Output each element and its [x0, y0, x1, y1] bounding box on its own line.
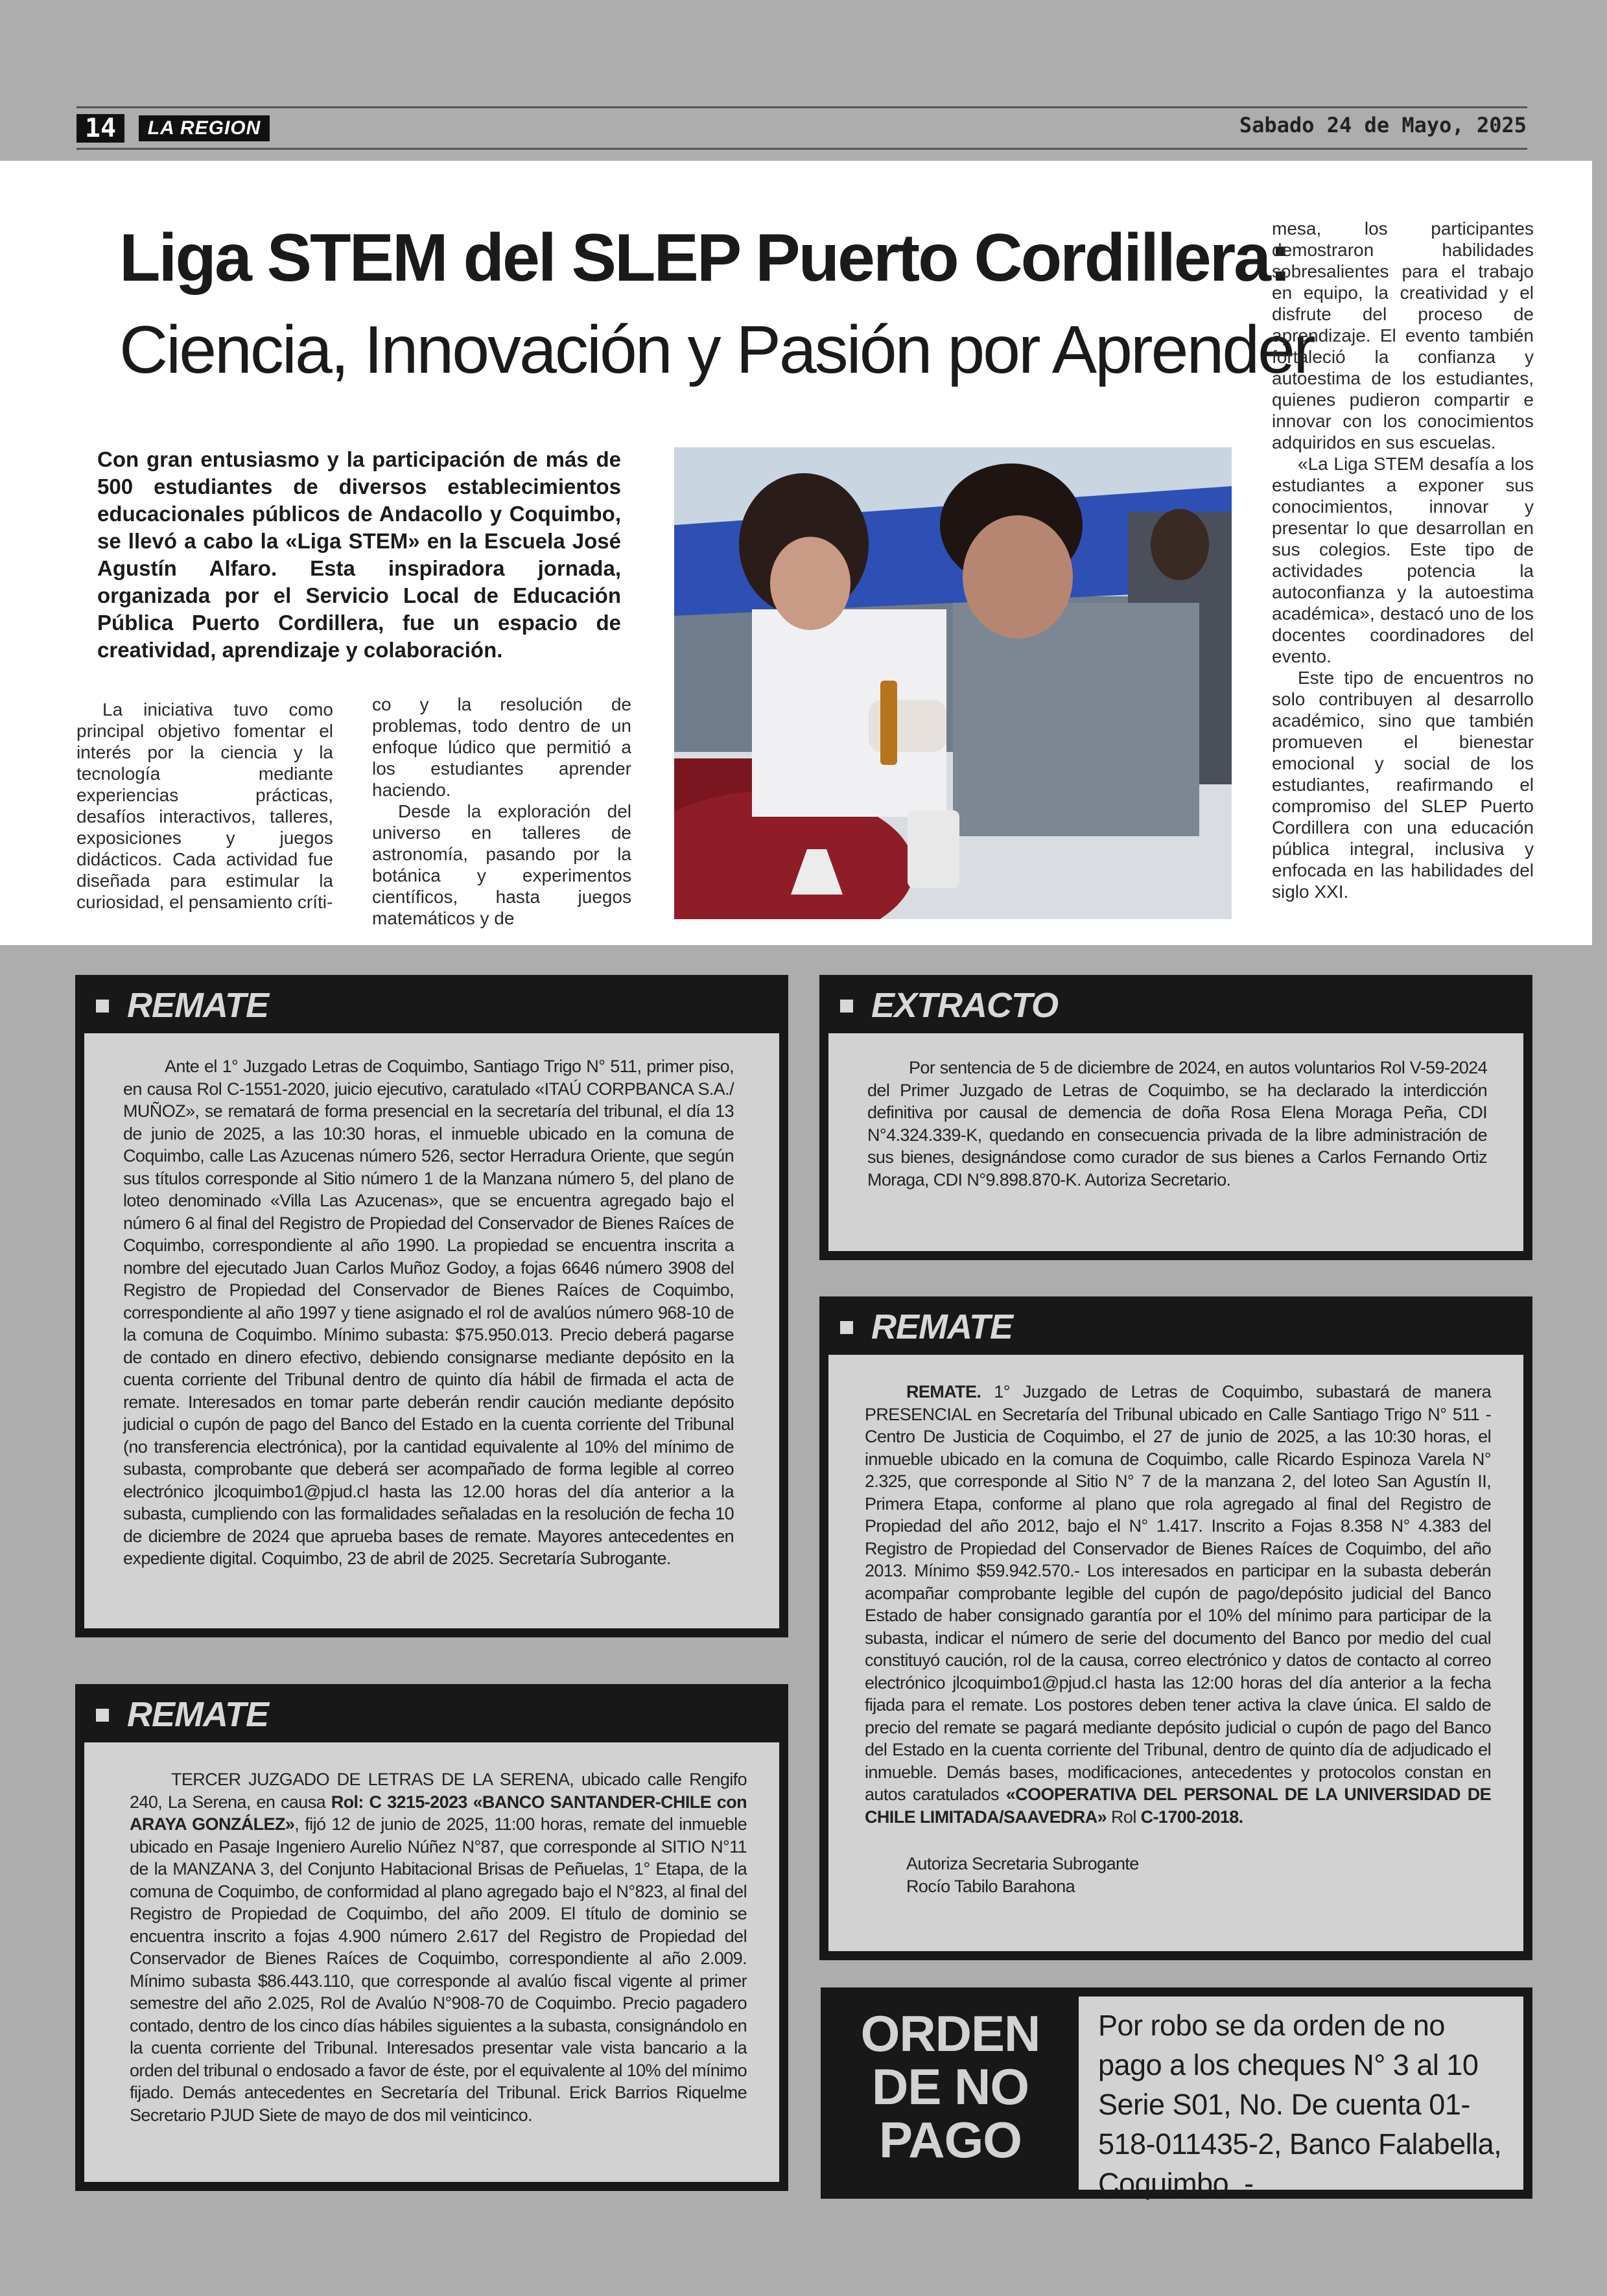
article-paragraph: «La Liga STEM desafía a los estudiantes a exponer sus conocimientos, innovar y presentar lo que desarrollan en sus colegios. Este tipo de actividades potencia la autoconfianza y la autoestima académica», destacó uno de los docentes coordinadores del evento.: [1272, 454, 1534, 666]
notice-text: Por sentencia de 5 de diciembre de 2024, en autos voluntarios Rol V-59-2024 del Primer Juzgado de Letras de Coquimbo, se ha declarado la interdicción definitiva por causal de demencia de doña Rosa Elena Moraga Peña, CDI N°4.324.339-K, quedando en consecuencia privada de la libre administración de sus bienes, designándose como curador de sus bienes a Carlos Fernando Ortiz Moraga, CDI N°9.898.870-K. Autoriza Secretario.: [867, 1058, 1487, 1189]
remate-notice-2: [75, 1684, 788, 2191]
newspaper-name: LA REGION: [139, 115, 270, 141]
article-paragraph: Desde la exploración del universo en talleres de astronomía, pasando por la botánica y experimentos científicos, hasta juegos matemáticos y de: [372, 801, 631, 928]
article-subtitle: Ciencia, Innovación y Pasión por Aprender: [119, 312, 1314, 388]
bullet-square-icon: [96, 1709, 109, 1722]
header-top-rule: [76, 106, 1527, 108]
article-paragraph: La iniciativa tuvo como principal objetivo fomentar el interés por la ciencia y la tecnología mediante experiencias prácticas, desafíos interactivos, talleres, exposiciones y juegos didácticos. Cada actividad fue diseñada para estimular la curiosidad, el pensamiento críti-: [76, 699, 333, 912]
publication-date: Sabado 24 de Mayo, 2025: [1239, 113, 1527, 137]
article-column-3: [1272, 218, 1534, 902]
notice-heading: REMATE: [75, 975, 788, 1033]
notice-heading: EXTRACTO: [819, 975, 1532, 1033]
notice-body: [84, 1742, 779, 2182]
article-paragraph: Este tipo de encuentros no solo contribuyen al desarrollo académico, sino que también promueven el bienestar emocional y social de los estudiantes, reafirmando el compromiso del SLEP Puerto Cordillera con una educación pública integral, inclusiva y enfocada en las habilidades del siglo XXI.: [1272, 668, 1534, 902]
orden-body: [1079, 1997, 1523, 2200]
remate-notice-3: [819, 1296, 1532, 1960]
notice-signature: Autoriza Secretaria Subrogante Rocío Tabilo Barahona: [906, 1854, 1139, 1896]
extracto-notice: [819, 975, 1532, 1260]
header-bottom-rule: [76, 148, 1527, 150]
article-paragraph: co y la resolución de problemas, todo dentro de un enfoque lúdico que permitió a los estudiantes aprender haciendo.: [372, 694, 631, 800]
notice-heading: REMATE: [819, 1296, 1532, 1355]
article-column-1: [76, 699, 333, 913]
notice-text: REMATE. 1° Juzgado de Letras de Coquimbo, subastará de manera PRESENCIAL en Secretaría del Tribunal ubicado en Calle Santiago Trigo N° 511 - Centro De Justicia de Coquimbo, el 27 de junio de 2025, a las 10:30 horas, el inmueble ubicado en la comuna de Coquimbo, calle Ricardo Espinoza Varela N° 2.325, que corresponde al Sitio N° 7 de la manzana 2, del loteo San Agustín II, Primera Etapa, conforme al plano que rola agregado al final del Registro de Propiedad del año 2012, bajo el N° 1.417. Inscrito a Fojas 8.358 N° 4.383 del Registro de Propiedad del Conservador de Bienes Raíces de Coquimbo, del año 2013. Mínimo $59.942.570.- Los interesados en participar en la subasta deberán acompañar comprobante legible del cupón de pago/depósito judicial del Banco Estado de haber consignado garantía por el 10% del mínimo para participar de la subasta, indicar el número de serie del documento del Banco por medio del cual constituyó caución, rol de la causa, correo electrónico y datos de contacto al correo electrónico jlcoquimbo1@pjud.cl hasta las 12:00 horas del día anterior a la fecha fijada para el remate. Los postores deben tener activa la clave única. El saldo de precio del remate se pagará mediante depósito judicial o cupón de pago del Banco del Estado en la cuenta corriente del Tribunal, dentro de quinto día de adjudicado el inmueble. Demás bases, modificaciones, antecedentes y protocolos constan en autos caratulados «COOPERATIVA DEL PERSONAL DE LA UNIVERSIDAD DE CHILE LIMITADA/SAAVEDRA» Rol C-1700-2018.: [865, 1382, 1492, 1827]
orden-no-pago-notice: [821, 1987, 1532, 2199]
notice-body: [828, 1355, 1523, 1951]
remate-notice-1: [75, 975, 788, 1637]
notice-text: TERCER JUZGADO DE LETRAS DE LA SERENA, ubicado calle Rengifo 240, La Serena, en causa Rol: C 3215-2023 «BANCO SANTANDER-CHILE con ARAYA GONZÁLEZ», fijó 12 de junio de 2025, 11:00 horas, remate del inmueble ubicado en Pasaje Ingeniero Aurelio Núñez N°87, que corresponde al SITIO N°11 de la MANZANA 3, del Conjunto Habitacional Brisas de Peñuelas, 1° Etapa, de la comuna de Coquimbo, de conformidad al plano agregado bajo el N°823, al final del Registro de Propiedad de Coquimbo, del año 2009. El título de dominio se encuentra inscrito a fojas 4.900 número 2.617 del Registro de Propiedad del Conservador de Bienes Raíces de Coquimbo, correspondiente al año 2.009. Mínimo subasta $86.443.110, que corresponde al avalúo fiscal vigente al primer semestre del año 2.025, Rol de Avalúo N°908-70 de Coquimbo. Precio pagadero contado, dentro de los cinco días hábiles siguientes a la subasta, consignándolo en la cuenta corriente del Tribunal. Interesados presentar vale vista bancario a la orden del tribunal o endosado a favor de éste, por el equivalente al 10% del mínimo fijado. Demás antecedentes en Secretaría del Tribunal. Erick Barrios Riquelme Secretario PJUD Siete de mayo de dos mil veinticinco.: [130, 1770, 747, 2125]
page-number: 14: [76, 114, 124, 143]
article-title: Liga STEM del SLEP Puerto Cordillera:: [119, 220, 1290, 296]
article-column-2: [372, 694, 631, 929]
bullet-square-icon: [96, 1000, 109, 1013]
orden-heading: ORDEN DE NO PAGO: [860, 2005, 1040, 2168]
bullet-square-icon: [840, 1321, 853, 1334]
notice-body: [828, 1033, 1523, 1251]
notice-heading: REMATE: [75, 1684, 788, 1742]
students-lab-photo: [674, 447, 1232, 919]
article-paragraph: mesa, los participantes demostraron habilidades sobresalientes para el trabajo en equipo, la creatividad y el disfrute del proceso de aprendizaje. El evento también fortaleció la confianza y autoestima de los estudiantes, quienes pudieron compartir e innovar con los conocimientos adquiridos en sus escuelas.: [1272, 218, 1534, 452]
orden-text: Por robo se da orden de no pago a los cheques N° 3 al 10 Serie S01, No. De cuenta 01-518-011435-2, Banco Falabella, Coquimbo. -: [1098, 2009, 1502, 2200]
article-lede: Con gran entusiasmo y la participación de más de 500 estudiantes de diversos establecimientos educacionales públicos de Andacollo y Coquimbo, se llevó a cabo la «Liga STEM» en la Escuela José Agustín Alfaro. Esta inspiradora jornada, organizada por el Servicio Local de Educación Pública Puerto Cordillera, fue un espacio de creatividad, aprendizaje y colaboración.: [97, 447, 621, 662]
article-photo: [674, 447, 1232, 919]
notice-text: Ante el 1° Juzgado Letras de Coquimbo, Santiago Trigo N° 511, primer piso, en causa Rol C-1551-2020, juicio ejecutivo, caratulado «ITAÚ CORPBANCA S.A./ MUÑOZ», se rematará de forma presencial en la secretaría del tribunal, el día 13 de junio de 2025, a las 10:30 horas, el inmueble ubicado en la comuna de Coquimbo, calle Las Azucenas número 526, sector Herradura Oriente, que según sus títulos corresponde al Sitio número 1 de la Manzana número 5, del plano de loteo denominado «Villa Las Azucenas», que se encuentra agregado bajo el número 6 al final del Registro de Propiedad del Conservador de Bienes Raíces de Coquimbo, correspondiente al año 1990. La propiedad se encuentra inscrita a nombre del ejecutado Juan Carlos Muñoz Godoy, a fojas 6646 número 3908 del Registro de Propiedad del Conservador de Bienes Raíces de Coquimbo, correspondiente al año 1997 y tiene asignado el rol de avalúos número 968-10 de la comuna de Coquimbo. Mínimo subasta: $75.950.013. Precio deberá pagarse de contado en dinero efectivo, debiendo consignarse mediante depósito en la cuenta corriente del Tribunal dentro de quinto día hábil de firmada el acta de remate. Interesados en tomar parte deberán rendir caución mediante depósito judicial o cupón de pago del Banco del Estado en la cuenta corriente del Tribunal (no transferencia electrónica), por la cantidad equivalente al 10% del mínimo de subasta, comprobante que deberá ser acompañado de forma legible al correo electrónico jlcoquimbo1@pjud.cl hasta las 12.00 horas del día anterior a la subasta, cumpliendo con las formalidades señaladas en la resolución de fecha 10 de diciembre de 2024 que aprueba bases de remate. Mayores antecedentes en expediente digital. Coquimbo, 23 de abril de 2025. Secretaría Subrogante.: [123, 1057, 734, 1568]
notice-body: [84, 1033, 779, 1628]
bullet-square-icon: [840, 1000, 853, 1013]
